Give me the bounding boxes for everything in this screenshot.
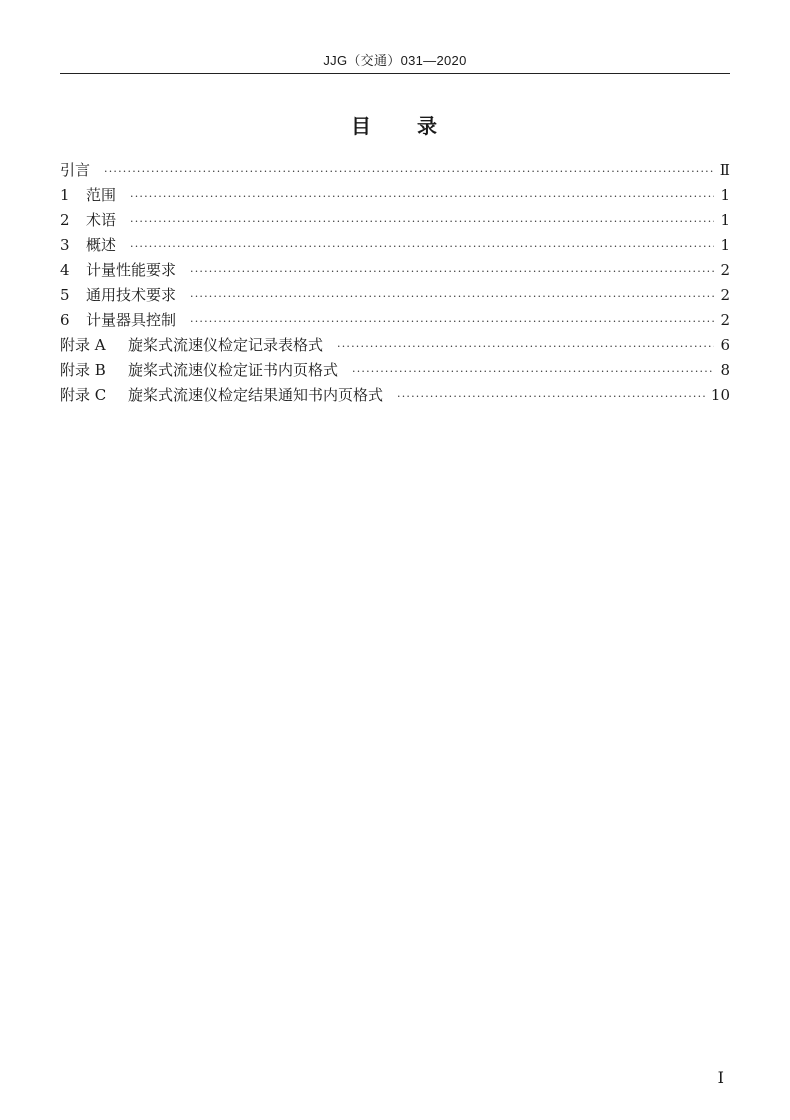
toc-entry-page: 8 [720,361,730,379]
toc-entry-label: 概述 [86,236,117,254]
toc-entry-label: 通用技术要求 [86,286,177,304]
toc-entry-number: 2 [60,211,70,229]
toc-entry-label: 术语 [86,211,117,229]
toc-entry-overview[interactable] [60,233,730,258]
toc-entry-number: 1 [60,186,70,204]
toc-entry-label: 计量器具控制 [86,311,177,329]
toc-entry-label: 范围 [86,186,117,204]
toc-entry-scope[interactable] [60,183,730,208]
toc-entry-number: 4 [60,261,70,279]
toc-entry-number: 附录 B [60,361,106,379]
toc-entry-label: 计量性能要求 [86,261,177,279]
toc-entry-appendix-a[interactable] [60,333,730,358]
toc-entry-page: 2 [720,311,730,329]
toc-entry-page: Ⅱ [719,161,730,179]
toc-leader-dots [104,159,714,184]
toc-entry-page: 2 [720,261,730,279]
toc-leader-dots [337,334,714,359]
toc-entry-number: 附录 A [60,336,106,354]
toc-entry-terms[interactable] [60,208,730,233]
toc-entry-page: 1 [720,186,730,204]
toc-entry-foreword[interactable] [60,158,730,183]
running-header: JJG（交通）031—2020 [323,53,467,68]
toc-leader-dots [130,234,714,259]
toc-entry-label: 旋桨式流速仪检定结果通知书内页格式 [128,386,384,404]
toc-entry-metrology-requirements[interactable] [60,258,730,283]
toc-entry-label: 旋桨式流速仪检定证书内页格式 [128,361,339,379]
toc-leader-dots [397,384,705,409]
toc-leader-dots [190,259,714,284]
header-rule [60,73,730,74]
page-number: Ⅰ [717,1068,724,1087]
toc-entry-page: 2 [720,286,730,304]
toc-leader-dots [130,209,714,234]
toc-entry-page: 6 [720,336,730,354]
toc-leader-dots [190,284,714,309]
toc-entry-number: 6 [60,311,70,329]
toc-entry-technical-requirements[interactable] [60,283,730,308]
toc-title-right: 录 [417,114,439,138]
toc-entry-number: 附录 C [60,386,107,404]
toc-leader-dots [352,359,714,384]
toc-entry-appendix-b[interactable] [60,358,730,383]
toc-entry-number: 5 [60,286,70,304]
toc-entry-label: 旋桨式流速仪检定记录表格式 [128,336,324,354]
toc-entry-page: 1 [720,211,730,229]
toc-title [0,110,790,139]
toc-entry-page: 10 [710,386,730,404]
toc-entry-number: 3 [60,236,70,254]
toc-entry-appendix-c[interactable] [60,383,730,408]
table-of-contents [60,158,730,408]
toc-entry-page: 1 [720,236,730,254]
toc-title-left: 目 [351,114,373,138]
toc-entry-label: 引言 [60,161,91,179]
toc-entry-instrument-control[interactable] [60,308,730,333]
toc-leader-dots [190,309,714,334]
toc-leader-dots [130,184,714,209]
